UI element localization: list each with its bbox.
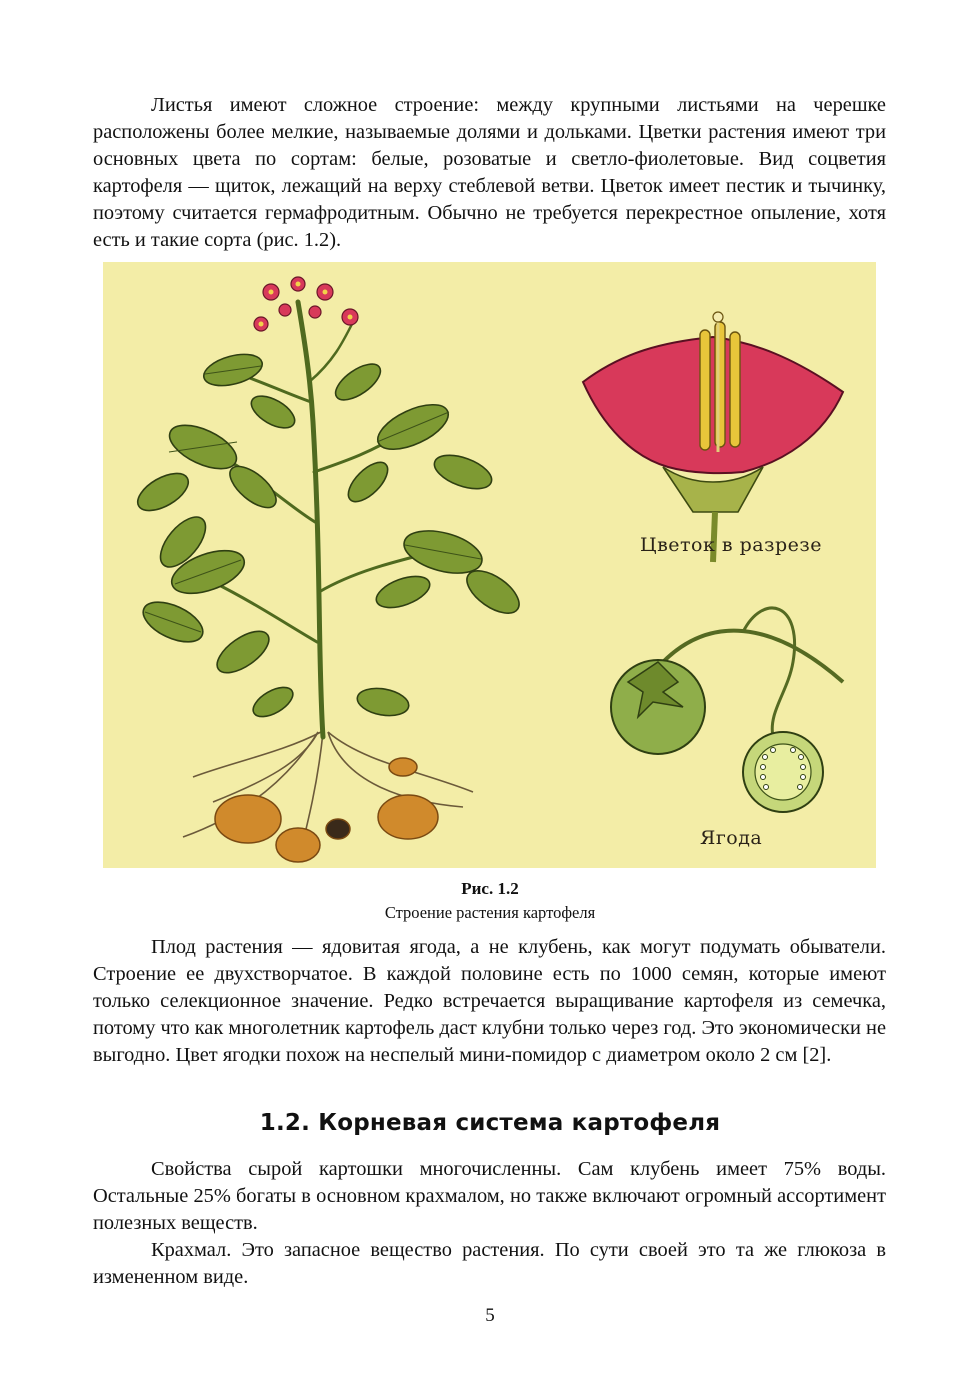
berry-label: Ягода: [700, 827, 763, 849]
plant-flowers: [254, 277, 358, 331]
roots: [183, 732, 473, 862]
paragraph-leaves-flowers: Листья имеют сложное строение: между крупными листьями на черешке расположены более мелкие, называемые долями и дольками. Цветки растения имеют три основных цвета по сортам: белые, розоватые и светло-фиолетовые. Вид соцветия картофеля — щиток, лежащий на верху стеблевой ветви. Цветок имеет пестик и тычинку, поэтому считается гермафродитным. Обычно не требуется перекрестное опыление, хотя есть и такие сорта (рис. 1.2).: [93, 94, 886, 251]
berry-illustration: [611, 608, 843, 812]
leaves: [132, 349, 526, 723]
paragraph-fruit: Плод растения — ядовитая ягода, а не клубень, как могут подумать обыватели. Строение ее двухстворчатое. В каждой половине есть по 1000 семян, которые имеют только селекционное значение. Редко встречается выращивание картофеля из семечка, потому что как многолетник картофель даст клубни только через год. Это экономически не выгодно. Цвет ягодки похож на неспелый мини-помидор с диаметром около 2 см [2].: [93, 936, 886, 1066]
figure-potato-plant: [103, 262, 876, 868]
section-heading: 1.2. Корневая система картофеля: [259, 1110, 721, 1136]
paragraph-starch: Крахмал. Это запасное вещество растения. По сути своей это та же глюкоза в измененном виде.: [93, 1239, 886, 1288]
page-number: 5: [485, 1305, 495, 1326]
tubers: [215, 758, 438, 862]
figure-caption-text: Строение растения картофеля: [384, 903, 596, 922]
flower-section-label: Цветок в разрезе: [640, 534, 822, 556]
paragraph-properties: Свойства сырой картошки многочисленны. Сам клубень имеет 75% воды. Остальные 25% богаты в основном крахмалом, но также включают огромный ассортимент полезных веществ.: [93, 1158, 886, 1234]
flower-cross-section: [583, 312, 843, 562]
potato-plant-illustration: [103, 262, 876, 868]
figure-caption-number: Рис. 1.2: [461, 879, 519, 898]
